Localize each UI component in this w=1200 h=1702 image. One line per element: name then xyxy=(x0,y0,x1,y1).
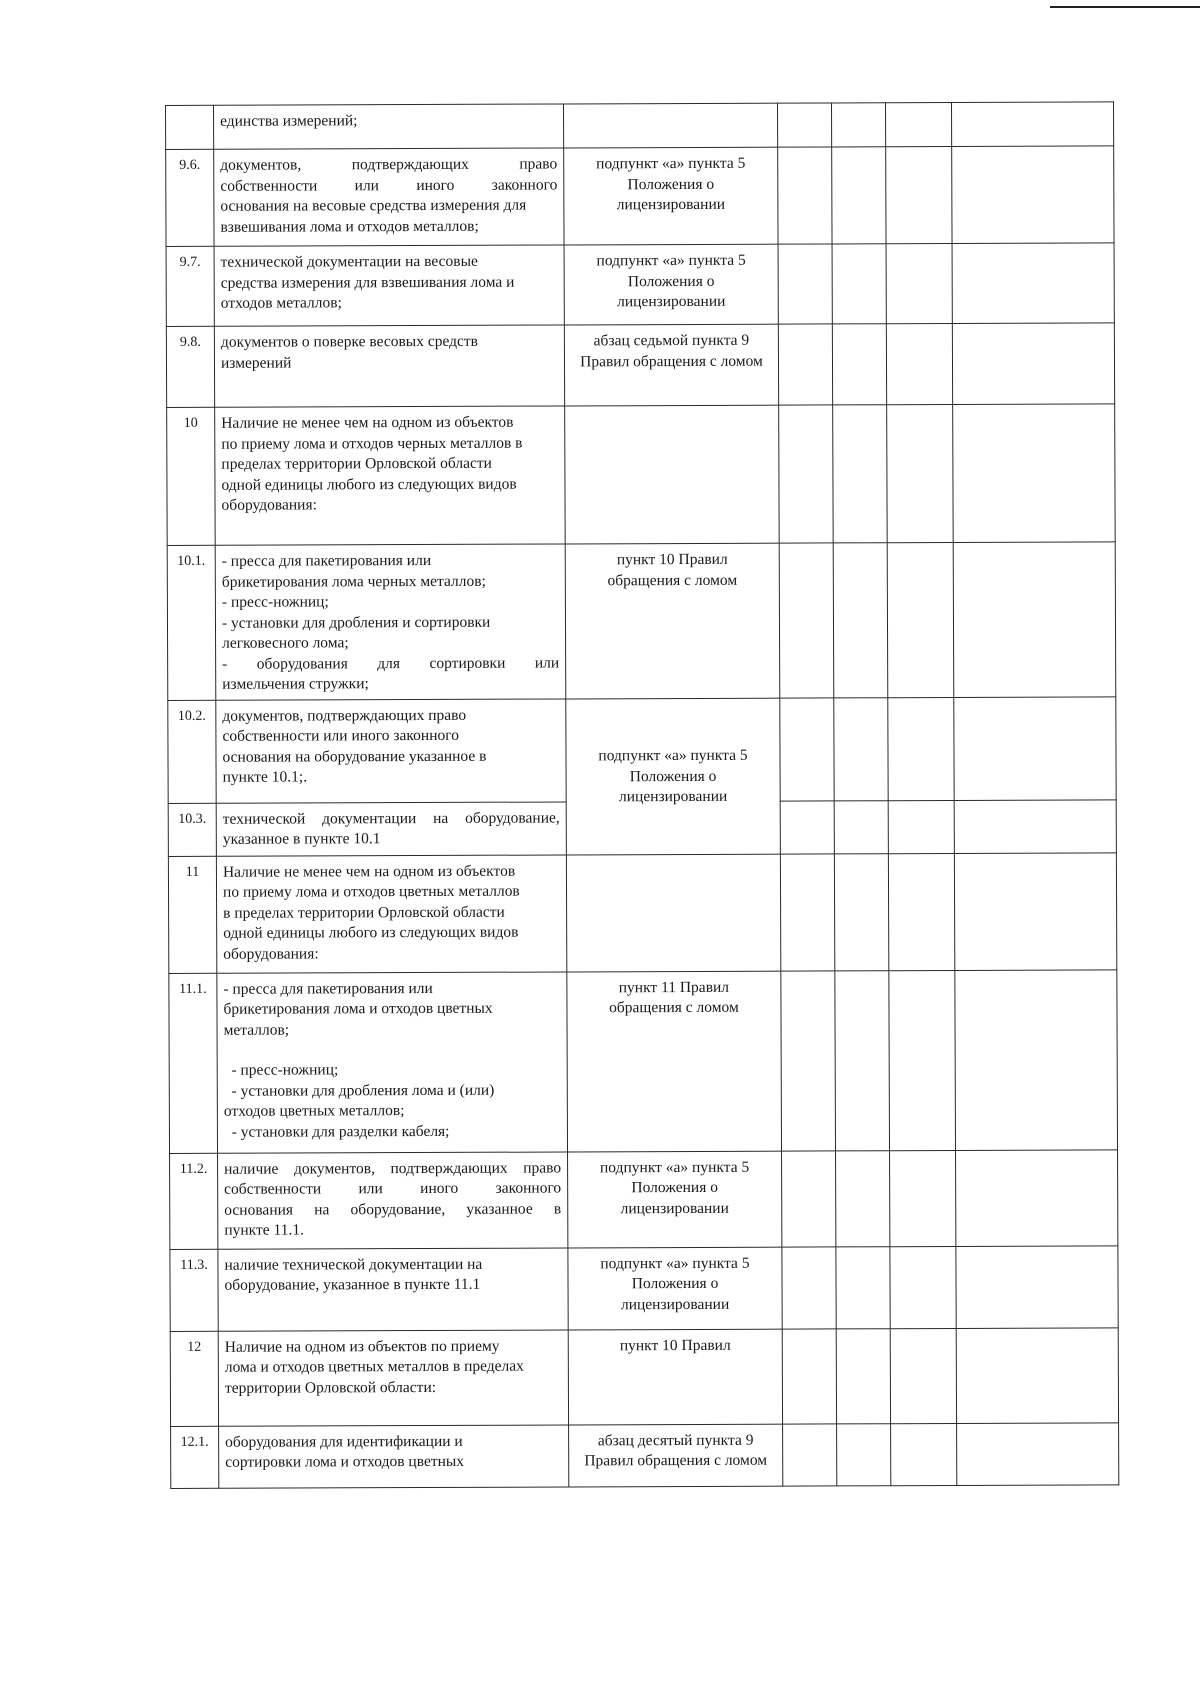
legal-reference xyxy=(567,971,782,1152)
empty-cell xyxy=(886,146,952,243)
text-line: собственности или иного законного xyxy=(222,726,459,745)
row-number: 12 xyxy=(170,1331,218,1426)
empty-cell xyxy=(832,324,886,405)
empty-cell xyxy=(836,1328,890,1423)
requirement-text xyxy=(215,544,566,700)
reference-line: пункт 10 Правил xyxy=(616,550,728,569)
empty-cell xyxy=(780,697,834,800)
empty-cell xyxy=(778,147,832,244)
text-line: в пределах территории Орловской области xyxy=(223,903,505,922)
requirement-text xyxy=(219,1424,569,1487)
table-row xyxy=(171,1422,1119,1488)
text-line: технической документации на весовые xyxy=(220,252,478,271)
legal-reference xyxy=(565,405,780,544)
text-line: Наличие на одном из объектов по приему xyxy=(224,1337,500,1356)
requirement-text xyxy=(214,104,564,149)
reference-line: подпункт «а» пункта 5 xyxy=(599,1158,750,1176)
requirement-text xyxy=(218,1329,568,1425)
requirement-text xyxy=(214,148,564,246)
row-number: 9.7. xyxy=(166,246,214,326)
text-line: измерений xyxy=(220,354,292,372)
empty-cell xyxy=(834,800,888,853)
table-row xyxy=(168,696,1116,803)
empty-cell xyxy=(778,324,832,405)
empty-cell xyxy=(951,102,1113,147)
table-row xyxy=(166,102,1114,150)
requirement-text xyxy=(217,971,568,1152)
reference-line: подпункт «а» пункта 5 xyxy=(600,1254,750,1272)
empty-cell xyxy=(954,852,1116,970)
empty-cell xyxy=(889,970,956,1150)
legal-reference xyxy=(568,1151,782,1248)
text-line: - пресса для пакетирования или xyxy=(221,551,432,570)
text-line: отходов цветных металлов; xyxy=(223,1102,405,1120)
row-number: 11.2. xyxy=(170,1153,218,1249)
empty-cell xyxy=(886,323,952,404)
empty-cell xyxy=(886,243,952,323)
reference-line: Положения о xyxy=(627,175,715,193)
empty-cell xyxy=(956,1327,1118,1423)
text-line: измельчения стружки; xyxy=(222,675,369,693)
text-line: оборудование, указанное в пункте 11.1 xyxy=(224,1275,481,1294)
text-line: - оборудования для сортировки или xyxy=(222,653,560,673)
empty-cell xyxy=(782,1246,836,1328)
empty-cell xyxy=(885,102,951,146)
reference-line: пункт 11 Правил xyxy=(618,978,730,996)
legal-reference xyxy=(568,1247,782,1330)
empty-cell xyxy=(956,1245,1118,1328)
table-row xyxy=(167,542,1116,700)
text-line: лома и отходов цветных металлов в пределах xyxy=(224,1357,524,1376)
empty-cell xyxy=(890,1328,956,1423)
table-row xyxy=(167,404,1116,546)
empty-cell xyxy=(833,543,888,698)
empty-cell xyxy=(782,1150,836,1246)
empty-cell xyxy=(780,853,834,970)
row-number: 11.1. xyxy=(169,973,218,1153)
reference-line: подпункт «а» пункта 5 xyxy=(596,251,746,270)
empty-cell xyxy=(952,146,1114,244)
text-line: брикетирования лома и отходов цветных xyxy=(223,999,493,1018)
empty-cell xyxy=(953,404,1116,543)
text-line: взвешивания лома и отходов металлов; xyxy=(220,217,479,236)
empty-cell xyxy=(888,853,954,970)
reference-line: абзац седьмой пункта 9 xyxy=(593,331,750,350)
legal-reference xyxy=(566,854,780,972)
legal-reference xyxy=(564,244,778,325)
reference-line: Положения о xyxy=(631,1274,719,1293)
text-line: документов, подтверждающих право xyxy=(220,155,558,174)
text-line: Наличие не менее чем на одном из объектов xyxy=(221,413,514,432)
text-line: оборудования: xyxy=(221,496,317,514)
reference-line: Положения о xyxy=(631,1178,718,1197)
reference-line: Правил обращения с ломом xyxy=(580,352,763,370)
requirement-text xyxy=(216,698,566,802)
empty-cell xyxy=(835,970,890,1150)
reference-line: лицензировании xyxy=(620,1199,729,1217)
empty-cell xyxy=(832,244,886,324)
empty-cell xyxy=(952,243,1114,324)
empty-cell xyxy=(887,404,954,542)
empty-cell xyxy=(833,405,888,543)
requirement-text xyxy=(216,854,566,972)
empty-cell xyxy=(891,1423,957,1485)
legal-reference xyxy=(563,103,777,148)
text-line: наличие технической документации на xyxy=(224,1255,483,1274)
text-line: одной единицы любого из следующих видов xyxy=(223,923,519,942)
legal-reference xyxy=(565,543,780,698)
legal-reference xyxy=(566,698,781,855)
empty-cell xyxy=(957,1422,1119,1485)
empty-cell xyxy=(780,800,834,853)
empty-cell xyxy=(952,323,1114,405)
empty-cell xyxy=(836,1246,890,1328)
text-line: легковесного лома; xyxy=(222,634,349,652)
reference-line: лицензировании xyxy=(617,292,726,311)
text-line: - пресс-ножниц; xyxy=(223,1061,339,1079)
legal-reference xyxy=(569,1424,783,1487)
empty-cell xyxy=(781,970,836,1150)
legal-reference xyxy=(568,1329,782,1425)
reference-line: Положения о xyxy=(629,767,717,785)
table-row xyxy=(166,323,1114,408)
requirement-text xyxy=(215,406,566,545)
requirement-text xyxy=(218,1247,568,1330)
reference-line: Правил обращения с ломом xyxy=(584,1451,768,1470)
reference-line: подпункт «а» пункта 5 xyxy=(598,747,748,765)
row-number: 12.1. xyxy=(171,1426,219,1488)
text-line: по приему лома и отходов черных металлов в xyxy=(221,434,523,453)
text-line: - пресса для пакетирования или xyxy=(223,979,433,998)
text-line: оборудования: xyxy=(223,944,319,963)
row-number: 9.6. xyxy=(166,149,214,246)
row-number: 10.3. xyxy=(168,803,216,856)
text-line: средства измерения для взвешивания лома и xyxy=(220,273,515,292)
reference-line: абзац десятый пункта 9 xyxy=(597,1431,754,1449)
text-line: брикетирования лома черных металлов; xyxy=(221,572,486,591)
empty-cell xyxy=(831,103,885,147)
empty-cell xyxy=(887,542,954,697)
requirement-text xyxy=(214,325,564,407)
text-line: основания на оборудование указанное в xyxy=(222,747,487,766)
text-line: документов о поверке весовых средств xyxy=(220,332,479,351)
text-line: пункте 10.1;. xyxy=(222,768,308,786)
text-line: - установки для дробления лома и (или) xyxy=(223,1081,495,1100)
text-line: основания на оборудование, указанное в xyxy=(224,1199,562,1219)
empty-cell xyxy=(890,1246,956,1328)
requirement-text xyxy=(218,1151,568,1248)
text-line: Наличие не менее чем на одном из объектов xyxy=(222,862,516,881)
reference-line: пункт 10 Правил xyxy=(619,1336,731,1354)
checklist-table xyxy=(165,101,1119,1488)
text-line: основания на весовые средства измерения для xyxy=(220,196,527,215)
empty-cell xyxy=(953,542,1116,697)
text-line: отходов металлов; xyxy=(220,294,342,312)
row-number: 9.8. xyxy=(166,326,214,407)
empty-cell xyxy=(783,1423,837,1485)
reference-line: лицензировании xyxy=(620,1295,730,1313)
row-number: 11 xyxy=(168,856,216,973)
text-line: оборудования для идентификации и xyxy=(225,1432,463,1451)
text-line: металлов; xyxy=(223,1021,290,1039)
table-row xyxy=(166,243,1114,327)
empty-cell xyxy=(782,1328,836,1423)
row-number: 10 xyxy=(167,407,216,545)
row-number: 10.2. xyxy=(168,700,216,803)
scan-edge-mark xyxy=(1050,6,1200,8)
text-line: территории Орловской области: xyxy=(224,1378,437,1397)
text-line: пункте 11.1. xyxy=(224,1221,304,1239)
text-line: собственности или иного законного xyxy=(220,175,558,195)
table-row xyxy=(170,1327,1118,1426)
empty-cell xyxy=(834,853,888,970)
text-line: одной единицы любого из следующих видов xyxy=(221,475,517,494)
empty-cell xyxy=(954,799,1116,853)
text-line: по приему лома и отходов цветных металлов xyxy=(222,882,520,901)
empty-cell xyxy=(955,969,1118,1150)
text-line: - установки для дробления и сортировки xyxy=(221,613,491,632)
empty-cell xyxy=(837,1423,891,1485)
empty-cell xyxy=(890,1150,956,1246)
empty-cell xyxy=(954,696,1116,800)
reference-line: подпункт «а» пункта 5 xyxy=(596,154,746,173)
text-line: - установки для разделки кабеля; xyxy=(223,1122,450,1141)
table-row xyxy=(166,146,1114,247)
legal-reference xyxy=(564,324,778,406)
empty-cell xyxy=(778,244,832,324)
text-line: указанное в пункте 10.1 xyxy=(222,830,381,848)
text-line: пределах территории Орловской области xyxy=(221,454,492,473)
text-line: - пресс-ножниц; xyxy=(221,593,329,611)
table-row xyxy=(168,852,1116,973)
text-line: документов, подтверждающих право xyxy=(222,706,467,725)
reference-line: лицензировании xyxy=(618,788,728,806)
text-line: технической документации на оборудование, xyxy=(222,808,560,828)
requirement-text xyxy=(216,801,566,855)
empty-cell xyxy=(888,697,954,800)
row-number: 11.3. xyxy=(170,1249,218,1331)
empty-cell xyxy=(836,1150,890,1246)
empty-cell xyxy=(956,1149,1118,1246)
text-line: сортировки лома и отходов цветных xyxy=(225,1452,465,1471)
reference-line: обращения с ломом xyxy=(609,998,739,1017)
requirement-text xyxy=(214,245,564,326)
reference-line: обращения с ломом xyxy=(607,571,738,589)
table-row xyxy=(169,969,1118,1153)
empty-cell xyxy=(832,147,886,244)
empty-cell xyxy=(834,697,888,800)
text-line: наличие документов, подтверждающих право xyxy=(224,1158,562,1178)
table-row xyxy=(170,1149,1118,1249)
empty-cell xyxy=(888,800,954,853)
empty-cell xyxy=(779,405,834,543)
empty-cell xyxy=(779,543,834,698)
row-number xyxy=(166,105,214,149)
reference-line: лицензировании xyxy=(616,195,726,214)
row-number: 10.1. xyxy=(167,545,216,700)
table-row xyxy=(170,1245,1118,1331)
reference-line: Положения о xyxy=(627,272,715,290)
text-line: единства измерений; xyxy=(220,112,358,130)
empty-cell xyxy=(777,103,831,147)
legal-reference xyxy=(564,147,778,245)
text-line: собственности или иного законного xyxy=(224,1179,562,1198)
